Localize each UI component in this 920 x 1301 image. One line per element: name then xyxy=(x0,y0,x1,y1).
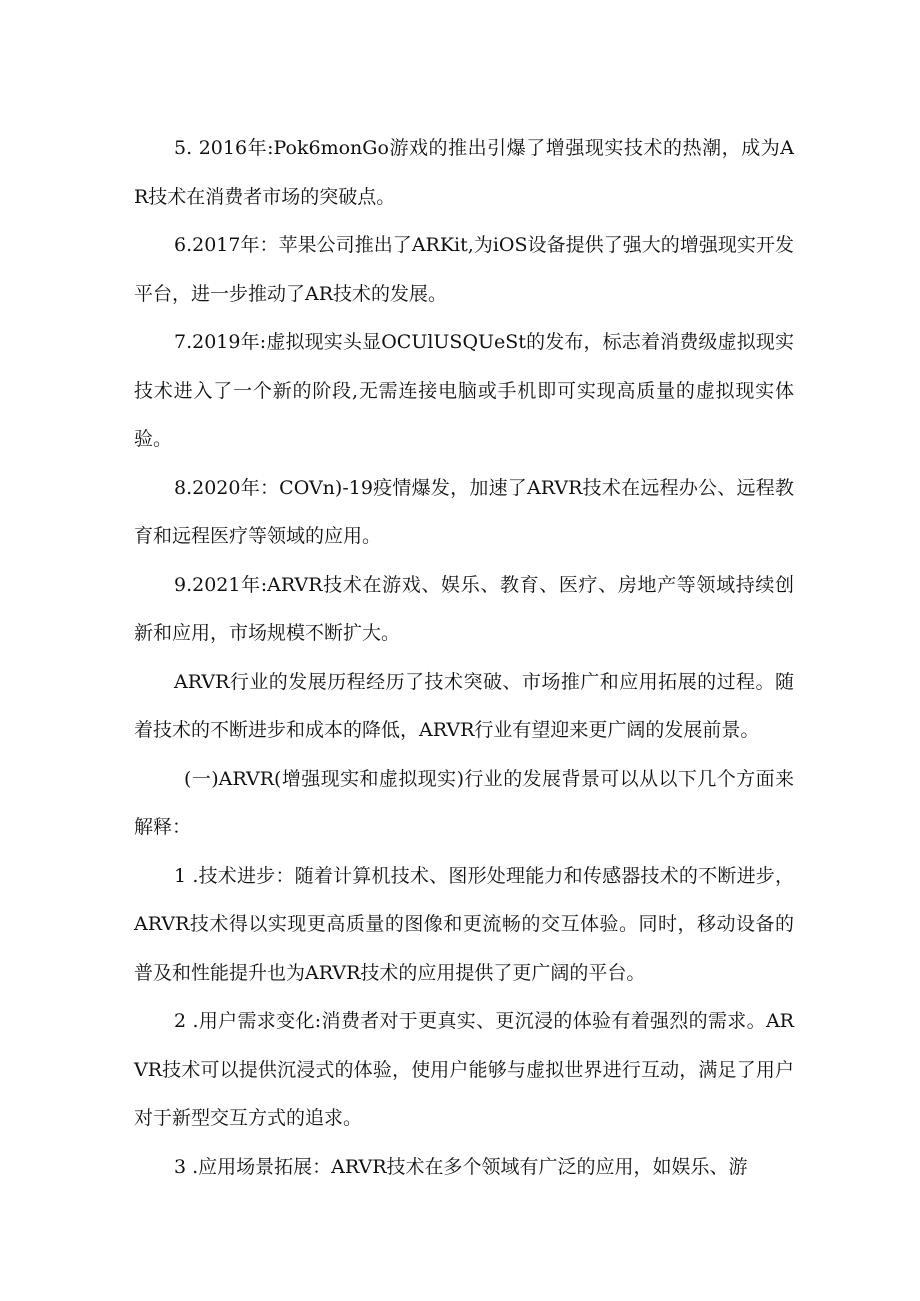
paragraph-2020: 8.2020年：COVn)-19疫情爆发，加速了ARVR技术在远程办公、远程教育和远程医疗等领域的应用。 xyxy=(134,476,794,547)
paragraph-2019: 7.2019年:虚拟现实头显OCUlUSQUeSt的发布，标志着消费级虚拟现实技术进入了一个新的阶段,无需连接电脑或手机即可实现高质量的虚拟现实体验。 xyxy=(134,331,794,450)
paragraph-2021: 9.2021年:ARVR技术在游戏、娱乐、教育、医疗、房地产等领域持续创新和应用，市场规模不断扩大。 xyxy=(134,573,794,644)
paragraph-summary: ARVR行业的发展历程经历了技术突破、市场推广和应用拓展的过程。随着技术的不断进步和成本的降低，ARVR行业有望迎来更广阔的发展前景。 xyxy=(134,670,794,741)
paragraph-tech-progress: 1 .技术进步：随着计算机技术、图形处理能力和传感器技术的不断进步，ARVR技术得以实现更高质量的图像和更流畅的交互体验。同时，移动设备的普及和性能提升也为ARVR技术的应用提供了更广阔的平台。 xyxy=(134,864,794,984)
paragraph-2016: 5. 2016年:Pok6monGo游戏的推出引爆了增强现实技术的热潮，成为AR技术在消费者市场的突破点。 xyxy=(134,137,794,208)
paragraph-application-scenarios: 3 .应用场景拓展：ARVR技术在多个领域有广泛的应用，如娱乐、游 xyxy=(174,1155,748,1178)
paragraph-user-demand: 2 .用户需求变化:消费者对于更真实、更沉浸的体验有着强烈的需求。ARVR技术可以提供沉浸式的体验，使用户能够与虚拟世界进行互动，满足了用户对于新型交互方式的追求。 xyxy=(134,1010,794,1129)
paragraph-2017: 6.2017年：苹果公司推出了ARKit,为iOS设备提供了强大的增强现实开发平台，进一步推动了AR技术的发展。 xyxy=(134,234,794,305)
section-heading-background: (一)ARVR(增强现实和虚拟现实)行业的发展背景可以从以下几个方面来解释： xyxy=(134,767,794,838)
document-body xyxy=(134,124,794,1191)
